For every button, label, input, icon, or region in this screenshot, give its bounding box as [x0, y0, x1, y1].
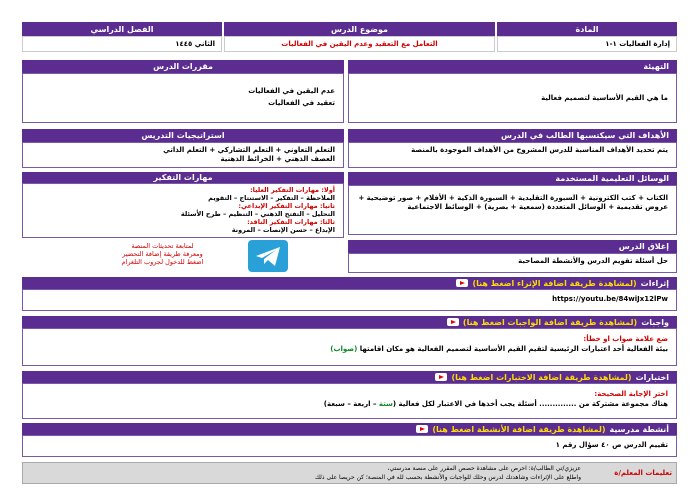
- telegram-icon[interactable]: [248, 240, 288, 272]
- tests-question-title: اختر الإجابة الصحيحة:: [594, 390, 668, 398]
- telegram-line-1: لمتابعة تحديثات المنصة: [131, 242, 194, 250]
- thinking-header: مهارات التفكير: [22, 172, 344, 183]
- topic-label: موضوع الدرس: [224, 22, 495, 36]
- enrichment-howto-link[interactable]: (لمشاهدة طريقة اضافة الإثراء اضغط هنا): [472, 278, 637, 288]
- thinking-line-1: الملاحظة – التفكير – الاستنتاج – التقويم: [208, 194, 335, 202]
- warmup-text: ما هي القيم الأساسية لتصميم فعالية: [541, 94, 668, 102]
- objectives-text: يتم تحديد الأهداف المناسبة للدرس المشروح من الأهداف الموجودة بالمنصة: [411, 146, 668, 154]
- tests-correct-option: ستة: [378, 400, 393, 408]
- activities-box: [22, 435, 677, 457]
- youtube-icon[interactable]: [435, 373, 447, 381]
- activities-howto-link[interactable]: (لمشاهدة طريقة اضافة الأنشطة اضغط هنا): [432, 424, 606, 434]
- tests-bar: [22, 371, 677, 383]
- youtube-icon[interactable]: [456, 279, 468, 287]
- subject-label: المادة: [497, 22, 677, 36]
- resources-box: [348, 185, 677, 235]
- subject-value: إدارة الفعاليات ١-١: [497, 36, 677, 52]
- homework-answer: (صواب): [330, 345, 358, 353]
- strategies-line2: العصف الذهني + الخرائط الذهنية: [220, 155, 335, 163]
- tests-title: اختبارات: [635, 372, 669, 382]
- homework-question-title: ضع علامة صواب او خطأ:: [583, 335, 668, 343]
- lesson-content-line2: تعقيد في الفعاليات: [268, 99, 335, 107]
- thinking-heading-1: أولا: مهارات التفكير العليا:: [250, 186, 335, 194]
- youtube-icon[interactable]: [416, 425, 428, 433]
- notes-bar: [22, 462, 677, 484]
- strategies-box: [22, 142, 344, 168]
- strategies-header: استراتيجيات التدريس: [22, 129, 344, 142]
- resources-text: الكتاب + كتب الكترونية + السبورة التقليدية + السبورة الذكية + الأفلام + صور توضيحية + عروض تقديمية + الوسائل المتعددة (سمعية + بصرية) + الوسائط الاجتماعية: [358, 194, 668, 211]
- term-label: الفصل الدراسي: [22, 22, 222, 36]
- thinking-box: [22, 183, 344, 238]
- term-value: الثاني ١٤٤٥: [22, 36, 222, 52]
- enrichment-title: إثراءات: [640, 278, 669, 288]
- activities-bar: [22, 423, 677, 435]
- thinking-heading-3: ثالثا: مهارات التفكير الناقد:: [247, 218, 335, 226]
- thinking-line-2: التحليل – التفتح الذهني – التنظيم – طرح الأسئلة: [180, 210, 335, 218]
- homework-title: واجبات: [641, 317, 669, 327]
- tests-question-text: هناك مجموعة مشتركة من .............. أسئلة يجب أخذها في الاعتبار لكل فعالية (: [392, 400, 668, 408]
- telegram-promo[interactable]: [80, 242, 245, 266]
- warmup-header: التهيئة: [348, 60, 677, 73]
- enrichment-box: [22, 289, 677, 311]
- homework-box: [22, 328, 677, 366]
- telegram-line-2: ومعرفة طريقة إضافة التحضير: [122, 250, 203, 258]
- notes-label: تعليمات المعلم/ة: [614, 469, 672, 477]
- objectives-box: [348, 142, 677, 168]
- notes-line-1: عزيزي/تي الطالب/ة: احرص على مشاهدة حصص المقرر على منصة مدرستي،: [387, 465, 581, 472]
- thinking-heading-2: ثانيا: مهارات التفكير الإبداعي:: [238, 202, 335, 210]
- thinking-line-3: الإبداع – حسن الإنصات – المرونة: [231, 226, 335, 234]
- resources-header: الوسائل التعليمية المستخدمة: [348, 172, 677, 185]
- tests-other-options: – اربعة – سبعة): [323, 400, 379, 408]
- strategies-line1: التعلم التعاوني + التعلم التشاركي + التعلم الذاتي: [163, 146, 335, 154]
- enrichment-url[interactable]: https://youtu.be/84wiJx12lPw: [552, 295, 668, 303]
- homework-bar: [22, 316, 677, 328]
- notes-text: [31, 464, 581, 482]
- tests-box: [22, 383, 677, 419]
- lesson-content-box: [22, 73, 344, 123]
- activities-title: أنشطة مدرسية: [609, 424, 669, 434]
- telegram-line-3: اضغط للدخول لجروب التلغرام: [121, 258, 204, 266]
- objectives-header: الأهداف التي سيكتسبها الطالب في الدرس: [348, 129, 677, 142]
- closing-box: [348, 253, 677, 273]
- closing-header: إغلاق الدرس: [348, 240, 677, 253]
- warmup-box: [348, 73, 677, 123]
- tests-question: [23, 400, 676, 412]
- closing-text: حل أسئلة تقويم الدرس والأنشطة المصاحبة: [518, 257, 668, 265]
- youtube-icon[interactable]: [447, 318, 459, 326]
- homework-question-text: بيئة الفعالية أحد اعتبارات الرئيسية لتقيم القيم الأساسية لتصميم الفعالية هو مكان اقامتها: [359, 345, 668, 353]
- lesson-content-header: مقررات الدرس: [22, 60, 344, 73]
- topic-value: التعامل مع التعقيد وعدم اليقين في الفعاليات: [224, 36, 495, 52]
- tests-howto-link[interactable]: (لمشاهدة طريقة اضافة الاختبارات اضغط هنا): [451, 372, 632, 382]
- notes-line-2: واطلع على الإثراءات وشاهدتك لدرس وحلك للواجبات والأنشطة بحسب لله في المنصة؛ كن حريصا على ذلك: [315, 474, 581, 481]
- activities-text: تقييم الدرس ص ٤٠ سؤال رقم ١: [555, 441, 668, 449]
- enrichment-bar: [22, 277, 677, 289]
- homework-howto-link[interactable]: (لمشاهدة طريقة اضافة الواجبات اضغط هنا): [462, 317, 638, 327]
- lesson-content-line1: عدم اليقين في الفعاليات: [248, 87, 335, 95]
- homework-question: [23, 345, 676, 357]
